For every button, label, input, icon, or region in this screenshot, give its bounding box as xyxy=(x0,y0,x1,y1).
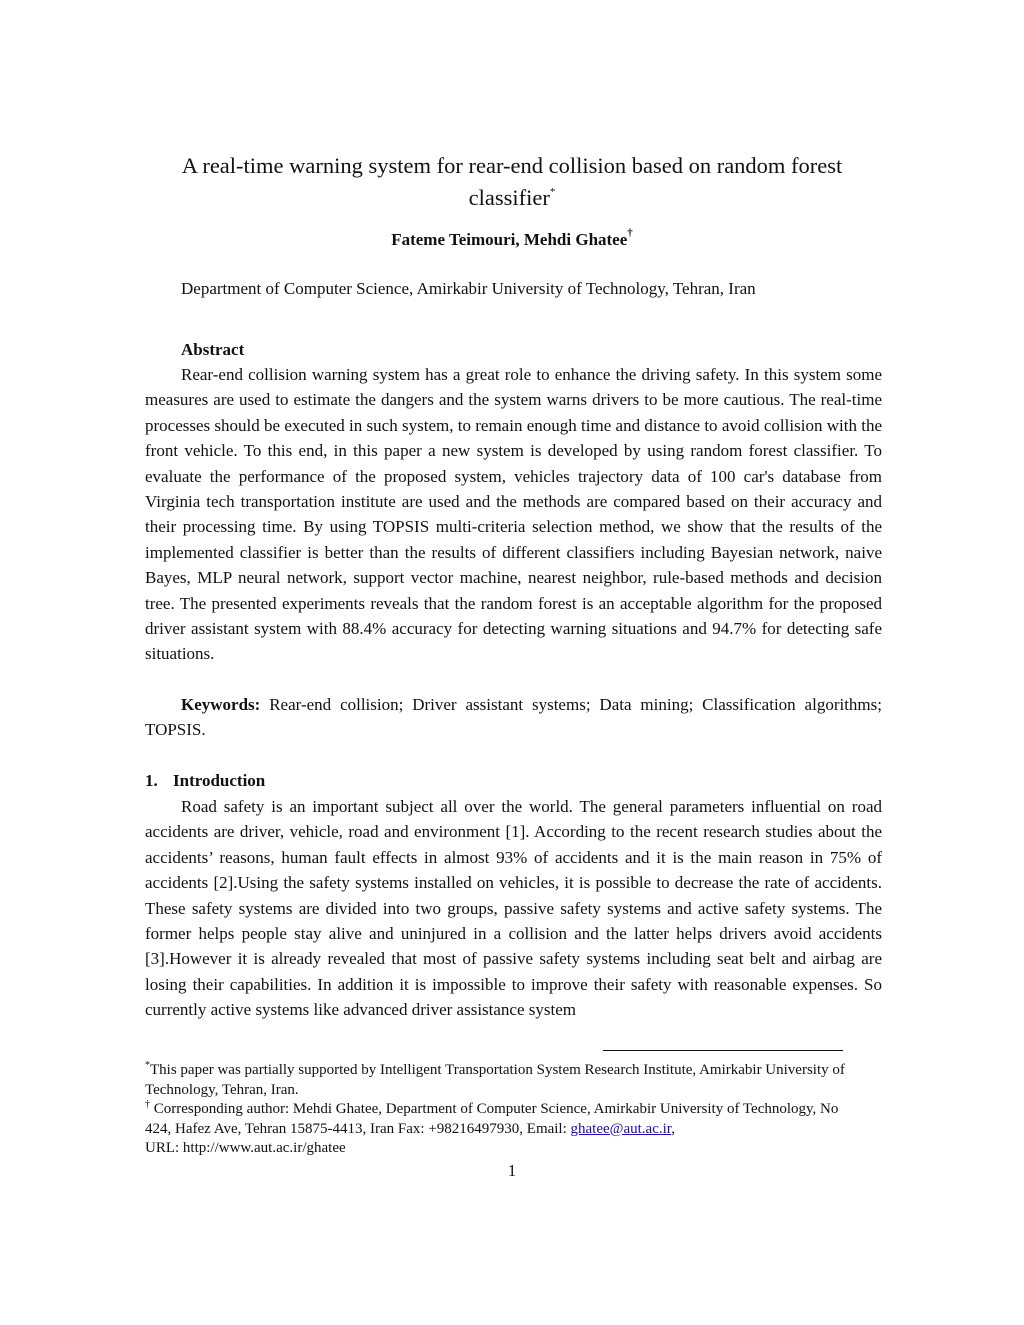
footnote-email-punct: , xyxy=(671,1120,675,1137)
author-names: Fateme Teimouri, Mehdi Ghatee xyxy=(391,230,628,249)
abstract-body: Rear-end collision warning system has a great role to enhance the driving safety. In this system some measures are used to estimate the dangers and the system warns drivers to be more cautious. The real-time processes should be executed in such system, to remain enough time and distance to avoid collision with the front vehicle. To this end, in this paper a new system is developed by using random forest classifier. To evaluate the performance of the proposed system, vehicles trajectory data of 100 car's database from Virginia tech transportation institute are used and the methods are compared based on their accuracy and their processing time. By using TOPSIS multi-criteria selection method, we show that the results of the implemented classifier is better than the results of different classifiers including Bayesian network, naive Bayes, MLP neural network, support vector machine, nearest neighbor, rule-based methods and decision tree. The presented experiments reveals that the random forest is an acceptable algorithm for the proposed driver assistant system with 88.4% accuracy for detecting warning situations and 94.7% for detecting safe situations. xyxy=(145,365,882,664)
section-title: Introduction xyxy=(173,771,266,790)
keywords-paragraph xyxy=(145,692,882,743)
footnote-funding-mark: * xyxy=(145,1060,150,1071)
footnote-divider xyxy=(603,1050,843,1051)
footnote-url: URL: http://www.aut.ac.ir/ghatee xyxy=(145,1140,346,1156)
keywords-text: Rear-end collision; Driver assistant systems; Data mining; Classification algorithms; TOPSIS. xyxy=(145,695,882,740)
page-number: 1 xyxy=(507,1161,517,1180)
section-number: 1. xyxy=(145,771,158,790)
author-line xyxy=(140,228,884,252)
footnote-author-text: Corresponding author: Mehdi Ghatee, Department of Computer Science, Amirkabir University of Technology, No 424, Hafez Ave, Tehran 15875-4413, Iran Fax: +98216497930, Email: xyxy=(145,1101,839,1137)
footnotes xyxy=(145,1061,865,1159)
footnote-funding-text: This paper was partially supported by Intelligent Transportation System Research Institute, Amirkabir University of Technology, Tehran, Iran. xyxy=(145,1062,845,1098)
affiliation: Department of Computer Science, Amirkabir University of Technology, Tehran, Iran xyxy=(181,279,756,298)
footnote-funding xyxy=(145,1061,865,1100)
title-footnote-mark: * xyxy=(549,185,556,198)
email-link[interactable]: ghatee@aut.ac.ir xyxy=(570,1120,672,1137)
author-footnote-mark: † xyxy=(627,227,633,240)
abstract-heading: Abstract xyxy=(181,340,245,359)
keywords-label: Keywords: xyxy=(181,695,261,714)
paper-title xyxy=(140,150,884,214)
footnote-corresponding-author xyxy=(145,1100,865,1139)
paper-title-text: A real-time warning system for rear-end collision based on random forest classifier xyxy=(181,153,843,210)
section-heading-introduction xyxy=(145,769,265,793)
introduction-body: Road safety is an important subject all over the world. The general parameters influential on road accidents are driver, vehicle, road and environment [1]. According to the recent research studies about the accidents’ reasons, human fault effects in almost 93% of accidents and it is the main reason in 75% of accidents [2].Using the safety systems installed on vehicles, it is possible to decrease the rate of accidents. These safety systems are divided into two groups, passive safety systems and active safety systems. The former helps people stay alive and uninjured in a collision and the latter helps drivers avoid accidents [3].However it is already revealed that most of passive safety systems including seat belt and airbag are losing their capabilities. In addition it is impossible to improve their safety with reasonable expenses. So currently active systems like advanced driver assistance system xyxy=(145,797,882,1020)
footnote-author-mark: † xyxy=(145,1099,150,1110)
